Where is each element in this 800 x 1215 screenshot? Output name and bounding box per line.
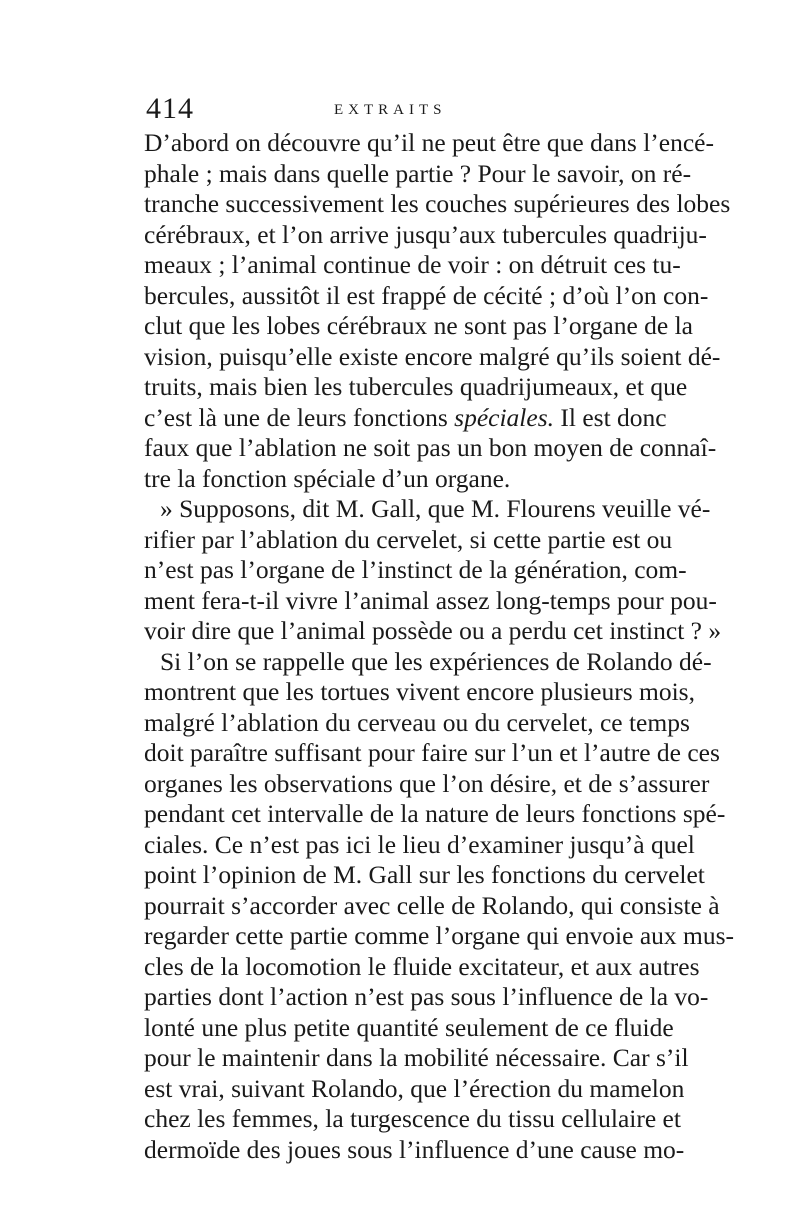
paragraph — [144, 494, 722, 647]
text-line: truits, mais bien les tubercules quadrijumeaux, et que — [144, 372, 688, 401]
text-line: tre la fonction spéciale d’un organe. — [144, 463, 511, 493]
text-line: pour le maintenir dans la mobilité nécessaire. Car s’il — [144, 1043, 689, 1072]
text-line: doit paraître suffisant pour faire sur l’un et l’autre de ces — [144, 738, 720, 767]
text-line: dermoïde des joues sous l’influence d’une cause mo- — [144, 1134, 685, 1164]
text-line: est vrai, suivant Rolando, que l’érection du mamelon — [144, 1073, 685, 1103]
text-line: regarder cette partie comme l’organe qui envoie aux mus- — [144, 921, 735, 950]
text-line: phale ; mais dans quelle partie ? Pour le savoir, on ré- — [144, 158, 692, 188]
text-line: vision, puisqu’elle existe encore malgré qu’ils soient dé- — [144, 341, 721, 371]
text-line: faux que l’ablation ne soit pas un bon moyen de connaî- — [144, 433, 717, 462]
text-line: clut que les lobes cérébraux ne sont pas l’organe de la — [144, 311, 693, 340]
paragraph — [144, 128, 731, 494]
text-line: organes les observations que l’on désire, et de s’assurer — [144, 768, 710, 798]
page-header — [146, 92, 656, 132]
text-line: c’est là une de leurs fonctions spéciales. Il est donc — [144, 402, 667, 432]
text-line: chez les femmes, la turgescence du tissu cellulaire et — [144, 1104, 681, 1133]
paragraph — [144, 646, 735, 1166]
text-line: meaux ; l’animal continue de voir : on détruit ces tu- — [144, 250, 681, 279]
text-line: » Supposons, dit M. Gall, que M. Flourens veuille vé- — [160, 494, 711, 523]
text-line: n’est pas l’organe de l’instinct de la génération, com- — [144, 555, 687, 584]
text-line: cles de la locomotion le fluide excitateur, et aux autres — [144, 951, 700, 981]
text-line: pourrait s’accorder avec celle de Rolando, qui consiste à — [144, 890, 720, 920]
text-line: point l’opinion de M. Gall sur les fonctions du cervelet — [144, 860, 705, 889]
text-line: ment fera-t-il vivre l’animal assez long-temps pour pou- — [144, 585, 717, 615]
text-line: voir dire que l’animal possède ou a perdu cet instinct ? » — [144, 616, 722, 645]
page-number: 414 — [146, 92, 194, 125]
text-line: tranche successivement les couches supérieures des lobes — [144, 189, 731, 218]
text-line: rifier par l’ablation du cervelet, si cette partie est ou — [144, 524, 673, 554]
text-line: montrent que les tortues vivent encore plusieurs mois, — [144, 677, 695, 706]
text-line: parties dont l’action n’est pas sous l’influence de la vo- — [144, 982, 709, 1011]
text-line: Si l’on se rappelle que les expériences de Rolando dé- — [160, 646, 712, 676]
running-title: EXTRAITS — [334, 102, 447, 118]
text-line: cérébraux, et l’on arrive jusqu’aux tubercules quadriju- — [144, 219, 707, 249]
text-line: pendant cet intervalle de la nature de leurs fonctions spé- — [144, 799, 726, 828]
text-line: D’abord on découvre qu’il ne peut être que dans l’encé- — [144, 128, 714, 157]
text-line: ciales. Ce n’est pas ici le lieu d’examiner jusqu’à quel — [144, 829, 695, 859]
body-text — [144, 128, 735, 1165]
italic-word: spéciales. — [454, 402, 555, 432]
text-line: malgré l’ablation du cerveau ou du cervelet, ce temps — [144, 707, 690, 737]
text-line: bercules, aussitôt il est frappé de cécité ; d’où l’on con- — [144, 280, 709, 310]
text-line: lonté une plus petite quantité seulement de ce fluide — [144, 1012, 674, 1042]
